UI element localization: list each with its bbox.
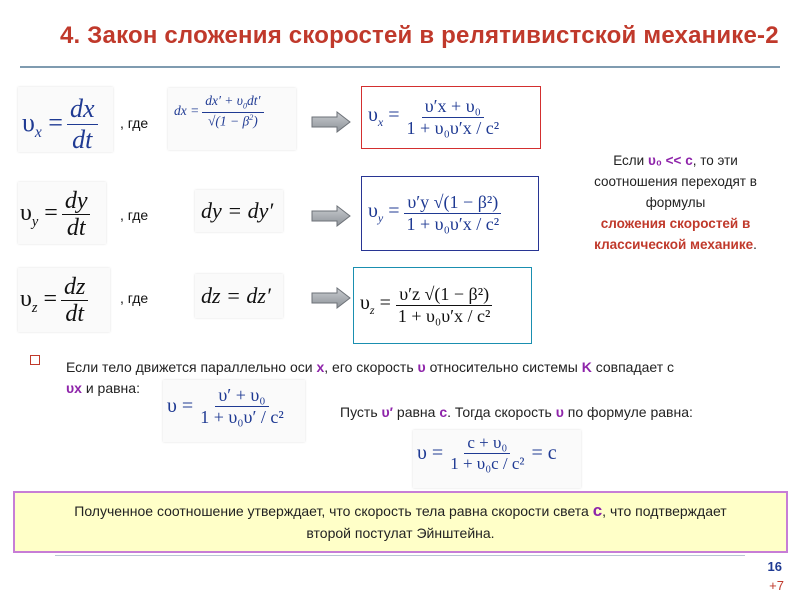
page-number: 16 xyxy=(767,559,782,574)
result-box-x: $\upsilon_x$ = $\frac{\text{υ′x + υ₀}}{\text{1 + υ₀υ′x / c²}}$ xyxy=(361,86,541,149)
dz-numerator: dz xyxy=(61,274,88,301)
dt-denominator-z: dt xyxy=(65,301,85,328)
dy-numerator: dy xyxy=(62,188,91,215)
result-box-y: $\upsilon_y$ = $\frac{\text{υ′y √(1 − β²)}}{\text{1 + υ₀υ′x / c²}}$ xyxy=(361,176,539,251)
result-z-numerator: υ′z √(1 − β²) xyxy=(396,285,492,306)
slide-title: 4. Закон сложения скоростей в релятивистской механике-2 xyxy=(60,22,779,49)
where-label-x: , где xyxy=(120,115,149,131)
side-note: Если υ₀ << c, то эти соотношения переходят в формулы сложения скоростей в классической механике. xyxy=(568,150,783,255)
result-x-numerator: υ′x + υ₀ xyxy=(422,97,484,118)
footer-divider xyxy=(55,555,745,556)
dx-numerator: dx xyxy=(67,95,98,125)
right-arrow-icon xyxy=(311,111,351,133)
dz-transform-formula: dz = dz′ xyxy=(195,274,283,318)
classical-highlight-2: классической механике xyxy=(594,237,754,252)
where-label-y: , где xyxy=(120,207,149,223)
conclusion-box: Полученное соотношение утверждает, что скорость тела равна скорости света с, что подтверждает второй постулат Эйнштейна. xyxy=(13,491,788,553)
slide-counter: +7 xyxy=(769,578,784,593)
speed-of-light-formula: υ = $\frac{\text{c + υ₀}}{\text{1 + υ₀c / c²}}$ = c xyxy=(413,430,581,488)
result-x-denominator: 1 + υ₀υ′x / c² xyxy=(406,117,500,138)
dy-transform-formula: dy = dy′ xyxy=(195,190,283,232)
result-y-denominator: 1 + υ₀υ′x / c² xyxy=(406,213,500,234)
dx-transform-formula: dx = $\frac{dx' + \upsilon_0dt'}{√(1 - \beta^2)}$ xyxy=(168,88,296,150)
title-divider xyxy=(20,66,780,68)
dt-denominator-y: dt xyxy=(66,215,86,242)
result-z-denominator: 1 + υ₀υ′x / c² xyxy=(397,305,491,326)
dt-denominator: dt xyxy=(72,124,93,154)
where-label-z: , где xyxy=(120,290,149,306)
general-velocity-formula: υ = $\frac{\text{υ′ + υ₀}}{\text{1 + υ₀υ′ / c²}}$ xyxy=(163,380,305,442)
result-box-z: $\upsilon_z$ = $\frac{\text{υ′z √(1 − β²)}}{\text{1 + υ₀υ′x / c²}}$ xyxy=(353,267,532,344)
parallel-motion-text: Если тело движется параллельно оси x, его скорость υ относительно системы K совпадает с υx и равна: xyxy=(66,359,675,396)
right-arrow-icon xyxy=(311,205,351,227)
result-y-numerator: υ′y √(1 − β²) xyxy=(404,193,501,214)
velocity-z-definition: $\upsilon_z$ = $\frac{dz}{dt}$ xyxy=(18,268,110,332)
velocity-x-definition: $\upsilon_x$ = $\frac{dx}{dt}$ xyxy=(18,87,113,152)
velocity-y-definition: $\upsilon_y$ = $\frac{dy}{dt}$ xyxy=(18,182,106,244)
classical-highlight-1: сложения скоростей в xyxy=(600,216,751,231)
let-line: Пусть υ′ равна с. Тогда скорость υ по формуле равна: xyxy=(340,404,693,420)
right-arrow-icon xyxy=(311,287,351,309)
condition: υ₀ << c xyxy=(647,153,693,168)
bullet-square-icon xyxy=(30,355,40,365)
